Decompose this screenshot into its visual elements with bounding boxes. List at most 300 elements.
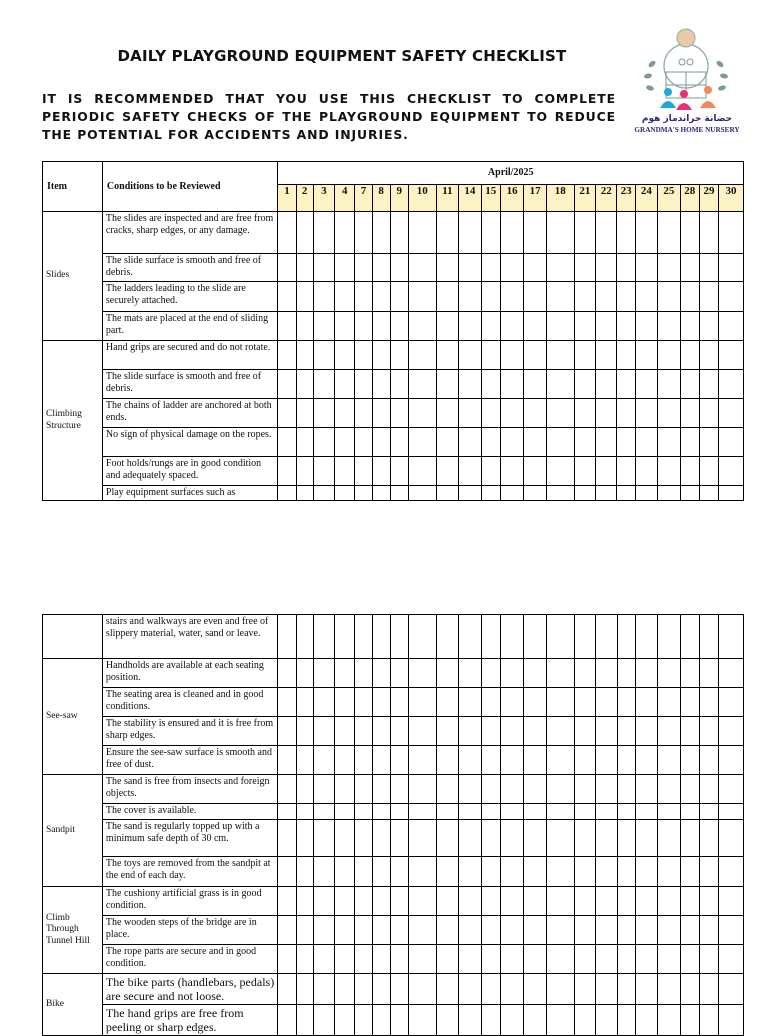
check-cell[interactable] — [617, 916, 635, 945]
check-cell[interactable] — [372, 916, 390, 945]
check-cell[interactable] — [436, 254, 458, 282]
check-cell[interactable] — [313, 486, 334, 501]
check-cell[interactable] — [635, 688, 657, 717]
check-cell[interactable] — [680, 717, 699, 746]
check-cell[interactable] — [524, 282, 546, 312]
check-cell[interactable] — [278, 370, 296, 399]
check-cell[interactable] — [596, 370, 617, 399]
check-cell[interactable] — [313, 945, 334, 974]
check-cell[interactable] — [278, 254, 296, 282]
check-cell[interactable] — [390, 312, 408, 341]
check-cell[interactable] — [481, 887, 500, 916]
check-cell[interactable] — [699, 945, 718, 974]
check-cell[interactable] — [372, 659, 390, 688]
check-cell[interactable] — [390, 282, 408, 312]
check-cell[interactable] — [719, 370, 744, 399]
check-cell[interactable] — [680, 857, 699, 887]
check-cell[interactable] — [436, 945, 458, 974]
check-cell[interactable] — [313, 212, 334, 254]
check-cell[interactable] — [372, 399, 390, 428]
check-cell[interactable] — [335, 212, 355, 254]
check-cell[interactable] — [719, 486, 744, 501]
check-cell[interactable] — [390, 945, 408, 974]
check-cell[interactable] — [408, 659, 436, 688]
check-cell[interactable] — [546, 717, 574, 746]
check-cell[interactable] — [699, 857, 718, 887]
check-cell[interactable] — [355, 341, 372, 370]
check-cell[interactable] — [574, 254, 595, 282]
check-cell[interactable] — [481, 615, 500, 659]
check-cell[interactable] — [680, 820, 699, 857]
check-cell[interactable] — [355, 746, 372, 775]
check-cell[interactable] — [436, 428, 458, 457]
check-cell[interactable] — [680, 775, 699, 804]
check-cell[interactable] — [313, 428, 334, 457]
check-cell[interactable] — [408, 486, 436, 501]
check-cell[interactable] — [719, 775, 744, 804]
check-cell[interactable] — [524, 312, 546, 341]
check-cell[interactable] — [680, 916, 699, 945]
check-cell[interactable] — [408, 717, 436, 746]
check-cell[interactable] — [408, 312, 436, 341]
check-cell[interactable] — [699, 254, 718, 282]
check-cell[interactable] — [596, 804, 617, 820]
check-cell[interactable] — [719, 428, 744, 457]
check-cell[interactable] — [355, 887, 372, 916]
check-cell[interactable] — [524, 945, 546, 974]
check-cell[interactable] — [278, 212, 296, 254]
check-cell[interactable] — [524, 212, 546, 254]
check-cell[interactable] — [408, 341, 436, 370]
check-cell[interactable] — [596, 659, 617, 688]
check-cell[interactable] — [313, 312, 334, 341]
check-cell[interactable] — [372, 486, 390, 501]
check-cell[interactable] — [658, 945, 680, 974]
check-cell[interactable] — [719, 820, 744, 857]
check-cell[interactable] — [335, 887, 355, 916]
check-cell[interactable] — [574, 746, 595, 775]
check-cell[interactable] — [680, 659, 699, 688]
check-cell[interactable] — [635, 457, 657, 486]
check-cell[interactable] — [524, 804, 546, 820]
check-cell[interactable] — [574, 688, 595, 717]
check-cell[interactable] — [296, 820, 313, 857]
check-cell[interactable] — [596, 688, 617, 717]
check-cell[interactable] — [408, 916, 436, 945]
check-cell[interactable] — [617, 312, 635, 341]
check-cell[interactable] — [459, 775, 481, 804]
check-cell[interactable] — [680, 370, 699, 399]
check-cell[interactable] — [408, 457, 436, 486]
check-cell[interactable] — [617, 486, 635, 501]
check-cell[interactable] — [459, 615, 481, 659]
check-cell[interactable] — [313, 746, 334, 775]
check-cell[interactable] — [408, 615, 436, 659]
check-cell[interactable] — [459, 717, 481, 746]
check-cell[interactable] — [596, 312, 617, 341]
check-cell[interactable] — [459, 974, 481, 1005]
check-cell[interactable] — [658, 916, 680, 945]
check-cell[interactable] — [524, 659, 546, 688]
check-cell[interactable] — [658, 887, 680, 916]
check-cell[interactable] — [500, 486, 524, 501]
check-cell[interactable] — [436, 916, 458, 945]
check-cell[interactable] — [500, 428, 524, 457]
check-cell[interactable] — [546, 341, 574, 370]
check-cell[interactable] — [390, 746, 408, 775]
check-cell[interactable] — [355, 1005, 372, 1036]
check-cell[interactable] — [699, 457, 718, 486]
check-cell[interactable] — [658, 457, 680, 486]
check-cell[interactable] — [390, 428, 408, 457]
check-cell[interactable] — [296, 717, 313, 746]
check-cell[interactable] — [436, 775, 458, 804]
check-cell[interactable] — [278, 717, 296, 746]
check-cell[interactable] — [546, 887, 574, 916]
check-cell[interactable] — [436, 370, 458, 399]
check-cell[interactable] — [278, 916, 296, 945]
check-cell[interactable] — [719, 857, 744, 887]
check-cell[interactable] — [617, 804, 635, 820]
check-cell[interactable] — [500, 1005, 524, 1036]
check-cell[interactable] — [372, 820, 390, 857]
check-cell[interactable] — [635, 717, 657, 746]
check-cell[interactable] — [390, 775, 408, 804]
check-cell[interactable] — [372, 254, 390, 282]
check-cell[interactable] — [574, 399, 595, 428]
check-cell[interactable] — [574, 916, 595, 945]
check-cell[interactable] — [596, 615, 617, 659]
check-cell[interactable] — [436, 1005, 458, 1036]
check-cell[interactable] — [390, 1005, 408, 1036]
check-cell[interactable] — [500, 312, 524, 341]
check-cell[interactable] — [680, 945, 699, 974]
check-cell[interactable] — [459, 820, 481, 857]
check-cell[interactable] — [408, 857, 436, 887]
check-cell[interactable] — [481, 341, 500, 370]
check-cell[interactable] — [313, 282, 334, 312]
check-cell[interactable] — [546, 399, 574, 428]
check-cell[interactable] — [546, 254, 574, 282]
check-cell[interactable] — [596, 820, 617, 857]
check-cell[interactable] — [699, 916, 718, 945]
check-cell[interactable] — [699, 486, 718, 501]
check-cell[interactable] — [719, 659, 744, 688]
check-cell[interactable] — [313, 887, 334, 916]
check-cell[interactable] — [574, 486, 595, 501]
check-cell[interactable] — [617, 945, 635, 974]
check-cell[interactable] — [335, 717, 355, 746]
check-cell[interactable] — [459, 688, 481, 717]
check-cell[interactable] — [296, 857, 313, 887]
check-cell[interactable] — [278, 312, 296, 341]
check-cell[interactable] — [546, 428, 574, 457]
check-cell[interactable] — [680, 254, 699, 282]
check-cell[interactable] — [390, 857, 408, 887]
check-cell[interactable] — [278, 659, 296, 688]
check-cell[interactable] — [335, 945, 355, 974]
check-cell[interactable] — [596, 486, 617, 501]
check-cell[interactable] — [436, 746, 458, 775]
check-cell[interactable] — [278, 887, 296, 916]
check-cell[interactable] — [635, 312, 657, 341]
check-cell[interactable] — [408, 688, 436, 717]
check-cell[interactable] — [481, 370, 500, 399]
check-cell[interactable] — [390, 974, 408, 1005]
check-cell[interactable] — [546, 746, 574, 775]
check-cell[interactable] — [596, 428, 617, 457]
check-cell[interactable] — [699, 804, 718, 820]
check-cell[interactable] — [617, 717, 635, 746]
check-cell[interactable] — [278, 688, 296, 717]
check-cell[interactable] — [574, 370, 595, 399]
check-cell[interactable] — [313, 615, 334, 659]
check-cell[interactable] — [296, 974, 313, 1005]
check-cell[interactable] — [574, 804, 595, 820]
check-cell[interactable] — [500, 746, 524, 775]
check-cell[interactable] — [481, 857, 500, 887]
check-cell[interactable] — [335, 820, 355, 857]
check-cell[interactable] — [617, 457, 635, 486]
check-cell[interactable] — [459, 370, 481, 399]
check-cell[interactable] — [699, 887, 718, 916]
check-cell[interactable] — [408, 887, 436, 916]
check-cell[interactable] — [658, 254, 680, 282]
check-cell[interactable] — [278, 804, 296, 820]
check-cell[interactable] — [500, 804, 524, 820]
check-cell[interactable] — [596, 282, 617, 312]
check-cell[interactable] — [408, 775, 436, 804]
check-cell[interactable] — [500, 945, 524, 974]
check-cell[interactable] — [372, 212, 390, 254]
check-cell[interactable] — [481, 775, 500, 804]
check-cell[interactable] — [335, 428, 355, 457]
check-cell[interactable] — [500, 775, 524, 804]
check-cell[interactable] — [546, 820, 574, 857]
check-cell[interactable] — [372, 945, 390, 974]
check-cell[interactable] — [278, 399, 296, 428]
check-cell[interactable] — [372, 428, 390, 457]
check-cell[interactable] — [335, 1005, 355, 1036]
check-cell[interactable] — [546, 282, 574, 312]
check-cell[interactable] — [355, 717, 372, 746]
check-cell[interactable] — [481, 804, 500, 820]
check-cell[interactable] — [574, 282, 595, 312]
check-cell[interactable] — [574, 717, 595, 746]
check-cell[interactable] — [658, 370, 680, 399]
check-cell[interactable] — [719, 887, 744, 916]
check-cell[interactable] — [680, 746, 699, 775]
check-cell[interactable] — [313, 820, 334, 857]
check-cell[interactable] — [372, 1005, 390, 1036]
check-cell[interactable] — [296, 486, 313, 501]
check-cell[interactable] — [596, 399, 617, 428]
check-cell[interactable] — [635, 945, 657, 974]
check-cell[interactable] — [459, 282, 481, 312]
check-cell[interactable] — [459, 428, 481, 457]
check-cell[interactable] — [355, 688, 372, 717]
check-cell[interactable] — [546, 1005, 574, 1036]
check-cell[interactable] — [500, 615, 524, 659]
check-cell[interactable] — [481, 457, 500, 486]
check-cell[interactable] — [719, 312, 744, 341]
check-cell[interactable] — [524, 615, 546, 659]
check-cell[interactable] — [699, 399, 718, 428]
check-cell[interactable] — [500, 857, 524, 887]
check-cell[interactable] — [680, 212, 699, 254]
check-cell[interactable] — [459, 945, 481, 974]
check-cell[interactable] — [680, 1005, 699, 1036]
check-cell[interactable] — [436, 717, 458, 746]
check-cell[interactable] — [355, 916, 372, 945]
check-cell[interactable] — [635, 254, 657, 282]
check-cell[interactable] — [436, 820, 458, 857]
check-cell[interactable] — [699, 688, 718, 717]
check-cell[interactable] — [680, 312, 699, 341]
check-cell[interactable] — [719, 717, 744, 746]
check-cell[interactable] — [278, 945, 296, 974]
check-cell[interactable] — [408, 746, 436, 775]
check-cell[interactable] — [296, 659, 313, 688]
check-cell[interactable] — [680, 887, 699, 916]
check-cell[interactable] — [658, 857, 680, 887]
check-cell[interactable] — [719, 615, 744, 659]
check-cell[interactable] — [635, 916, 657, 945]
check-cell[interactable] — [596, 1005, 617, 1036]
check-cell[interactable] — [481, 688, 500, 717]
check-cell[interactable] — [313, 916, 334, 945]
check-cell[interactable] — [372, 857, 390, 887]
check-cell[interactable] — [500, 254, 524, 282]
check-cell[interactable] — [481, 428, 500, 457]
check-cell[interactable] — [296, 428, 313, 457]
check-cell[interactable] — [546, 457, 574, 486]
check-cell[interactable] — [699, 615, 718, 659]
check-cell[interactable] — [481, 282, 500, 312]
check-cell[interactable] — [596, 254, 617, 282]
check-cell[interactable] — [459, 341, 481, 370]
check-cell[interactable] — [574, 820, 595, 857]
check-cell[interactable] — [500, 820, 524, 857]
check-cell[interactable] — [596, 887, 617, 916]
check-cell[interactable] — [436, 486, 458, 501]
check-cell[interactable] — [296, 775, 313, 804]
check-cell[interactable] — [296, 457, 313, 486]
check-cell[interactable] — [699, 820, 718, 857]
check-cell[interactable] — [719, 212, 744, 254]
check-cell[interactable] — [355, 428, 372, 457]
check-cell[interactable] — [500, 399, 524, 428]
check-cell[interactable] — [596, 974, 617, 1005]
check-cell[interactable] — [372, 341, 390, 370]
check-cell[interactable] — [680, 615, 699, 659]
check-cell[interactable] — [500, 370, 524, 399]
check-cell[interactable] — [719, 746, 744, 775]
check-cell[interactable] — [546, 688, 574, 717]
check-cell[interactable] — [546, 945, 574, 974]
check-cell[interactable] — [719, 974, 744, 1005]
check-cell[interactable] — [296, 688, 313, 717]
check-cell[interactable] — [524, 916, 546, 945]
check-cell[interactable] — [390, 370, 408, 399]
check-cell[interactable] — [658, 1005, 680, 1036]
check-cell[interactable] — [459, 1005, 481, 1036]
check-cell[interactable] — [390, 916, 408, 945]
check-cell[interactable] — [296, 887, 313, 916]
check-cell[interactable] — [390, 659, 408, 688]
check-cell[interactable] — [459, 399, 481, 428]
check-cell[interactable] — [500, 688, 524, 717]
check-cell[interactable] — [546, 974, 574, 1005]
check-cell[interactable] — [372, 804, 390, 820]
check-cell[interactable] — [500, 887, 524, 916]
check-cell[interactable] — [355, 212, 372, 254]
check-cell[interactable] — [296, 282, 313, 312]
check-cell[interactable] — [278, 746, 296, 775]
check-cell[interactable] — [481, 820, 500, 857]
check-cell[interactable] — [390, 457, 408, 486]
check-cell[interactable] — [372, 282, 390, 312]
check-cell[interactable] — [313, 341, 334, 370]
check-cell[interactable] — [680, 341, 699, 370]
check-cell[interactable] — [574, 1005, 595, 1036]
check-cell[interactable] — [296, 916, 313, 945]
check-cell[interactable] — [574, 615, 595, 659]
check-cell[interactable] — [390, 717, 408, 746]
check-cell[interactable] — [617, 746, 635, 775]
check-cell[interactable] — [390, 212, 408, 254]
check-cell[interactable] — [658, 428, 680, 457]
check-cell[interactable] — [546, 486, 574, 501]
check-cell[interactable] — [546, 775, 574, 804]
check-cell[interactable] — [372, 615, 390, 659]
check-cell[interactable] — [680, 804, 699, 820]
check-cell[interactable] — [680, 688, 699, 717]
check-cell[interactable] — [278, 1005, 296, 1036]
check-cell[interactable] — [617, 282, 635, 312]
check-cell[interactable] — [296, 945, 313, 974]
check-cell[interactable] — [459, 457, 481, 486]
check-cell[interactable] — [617, 399, 635, 428]
check-cell[interactable] — [617, 974, 635, 1005]
check-cell[interactable] — [313, 717, 334, 746]
check-cell[interactable] — [335, 457, 355, 486]
check-cell[interactable] — [574, 974, 595, 1005]
check-cell[interactable] — [390, 887, 408, 916]
check-cell[interactable] — [390, 820, 408, 857]
check-cell[interactable] — [524, 746, 546, 775]
check-cell[interactable] — [699, 341, 718, 370]
check-cell[interactable] — [390, 615, 408, 659]
check-cell[interactable] — [680, 282, 699, 312]
check-cell[interactable] — [719, 399, 744, 428]
check-cell[interactable] — [335, 746, 355, 775]
check-cell[interactable] — [524, 341, 546, 370]
check-cell[interactable] — [459, 804, 481, 820]
check-cell[interactable] — [355, 457, 372, 486]
check-cell[interactable] — [719, 945, 744, 974]
check-cell[interactable] — [313, 804, 334, 820]
check-cell[interactable] — [635, 428, 657, 457]
check-cell[interactable] — [596, 746, 617, 775]
check-cell[interactable] — [408, 974, 436, 1005]
check-cell[interactable] — [617, 370, 635, 399]
check-cell[interactable] — [355, 312, 372, 341]
check-cell[interactable] — [313, 974, 334, 1005]
check-cell[interactable] — [658, 341, 680, 370]
check-cell[interactable] — [658, 282, 680, 312]
check-cell[interactable] — [635, 746, 657, 775]
